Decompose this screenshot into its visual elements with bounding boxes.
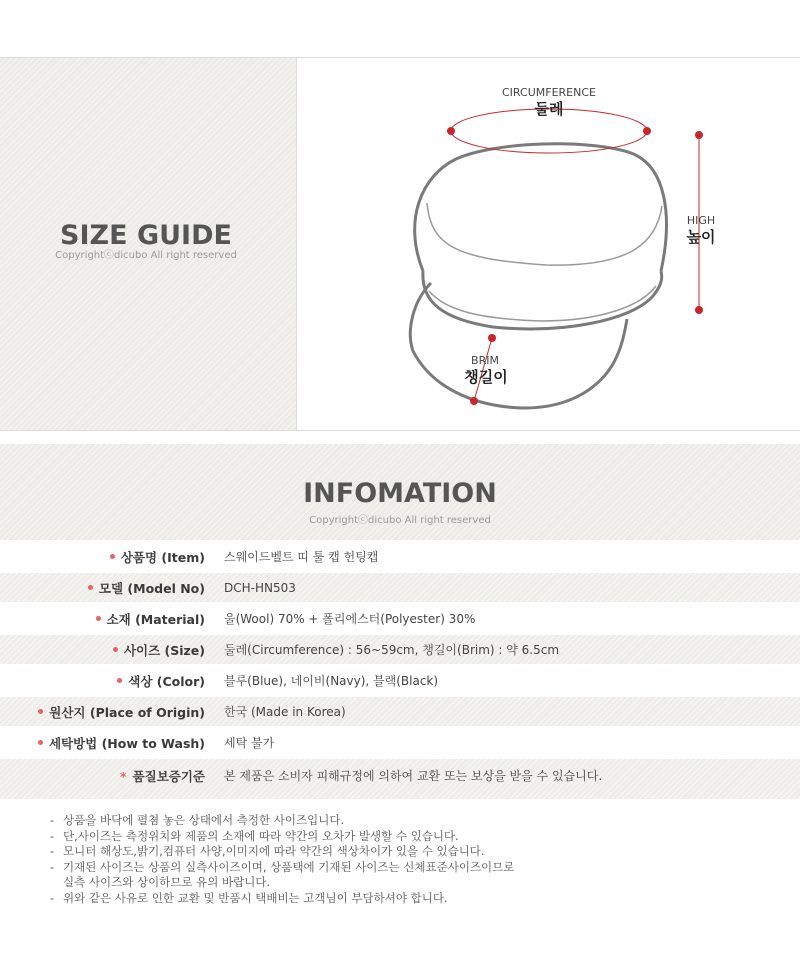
bullet-dot <box>38 709 43 714</box>
table-row-model <box>0 573 800 604</box>
brim-label-ko: 챙길이 <box>464 368 508 386</box>
circumference-label-en: CIRCUMFERENCE <box>502 86 596 99</box>
circumference-right-dot <box>643 127 651 135</box>
bullet-dot <box>110 554 115 559</box>
information-table <box>0 542 800 801</box>
notes-list <box>50 813 770 906</box>
row-label: 사이즈 (Size) <box>123 642 205 658</box>
note-item: - 위와 같은 사유로 인한 교환 및 반품시 택배비는 고객님이 부담하셔야 합니다. <box>50 890 448 905</box>
row-value: 본 제품은 소비자 피해규정에 의하여 교환 또는 보상을 받을 수 있습니다. <box>224 769 603 783</box>
height-bottom-dot <box>695 306 703 314</box>
height-label-ko: 높이 <box>686 228 716 246</box>
height-label-en: HIGH <box>686 214 716 227</box>
hat-diagram-panel <box>296 58 800 430</box>
table-row-color <box>0 666 800 697</box>
row-value: 스웨이드벨트 띠 툴 캡 헌팅캡 <box>224 550 379 564</box>
row-label: 색상 (Color) <box>128 673 205 689</box>
table-row-wash <box>0 728 800 759</box>
row-label: 모델 (Model No) <box>98 580 205 596</box>
table-row-size <box>0 635 800 666</box>
circumference-label-ko: 둘레 <box>534 100 564 118</box>
row-label: 상품명 (Item) <box>120 549 205 565</box>
circumference-left-dot <box>447 127 455 135</box>
hat-diagram <box>297 58 800 430</box>
row-label: 품질보증기준 <box>132 769 205 784</box>
note-item: - 모니터 해상도,밝기,컴퓨터 사양,이미지에 따라 약간의 색상차이가 있을 수 있습니다. <box>50 844 485 858</box>
brim-top-dot <box>488 334 496 342</box>
row-value: DCH-HN503 <box>224 580 296 595</box>
table-row-origin <box>0 697 800 728</box>
bullet-dot <box>38 740 43 745</box>
table-row-item <box>0 542 800 573</box>
row-value: 세탁 불가 <box>224 736 275 750</box>
table-row-quality <box>0 759 800 801</box>
note-item: - 기재된 사이즈는 상품의 실측사이즈이며, 상품택에 기재된 사이즈는 신체표준사이즈이므로 <box>50 859 515 874</box>
row-label: 소재 (Material) <box>106 611 205 627</box>
row-value: 울(Wool) 70% + 폴리에스터(Polyester) 30% <box>224 612 476 626</box>
bullet-dot <box>113 647 118 652</box>
size-guide-banner <box>0 58 296 430</box>
size-guide-title: SIZE GUIDE <box>60 220 232 251</box>
note-item: - 상품을 바닥에 펼쳠 놓은 상태에서 측정한 사이즈입니다. <box>50 813 345 827</box>
note-item-continued: 실측 사이즈와 상이하므로 유의 바랍니다. <box>63 875 271 889</box>
bullet-dot <box>88 585 93 590</box>
information-copyright: Copyrightⓒdicubo All right reserved <box>309 515 491 526</box>
row-label: 세탁방법 (How to Wash) <box>48 735 205 751</box>
asterisk-mark: * <box>120 769 127 784</box>
row-label: 원산지 (Place of Origin) <box>49 704 205 720</box>
row-value: 둘레(Circumference) : 56~59cm, 챙길이(Brim) : 약 6.5cm <box>224 643 560 657</box>
height-top-dot <box>695 131 703 139</box>
information-header <box>0 444 800 540</box>
row-value: 한국 (Made in Korea) <box>224 705 346 719</box>
bullet-dot <box>117 678 122 683</box>
information-title: INFOMATION <box>303 478 497 509</box>
hat-outline <box>410 144 666 408</box>
size-guide-section <box>0 57 800 431</box>
table-row-material <box>0 604 800 635</box>
note-item: - 단,사이즈는 측정위치와 제품의 소재에 따라 약간의 오차가 발생할 수 있습니다. <box>50 828 459 843</box>
brim-label-en: BRIM <box>471 354 499 367</box>
bullet-dot <box>96 616 101 621</box>
size-guide-copyright: Copyrightⓒdicubo All right reserved <box>55 250 237 261</box>
row-value: 블루(Blue), 네이비(Navy), 블랙(Black) <box>224 674 439 688</box>
brim-bottom-dot <box>470 397 478 405</box>
